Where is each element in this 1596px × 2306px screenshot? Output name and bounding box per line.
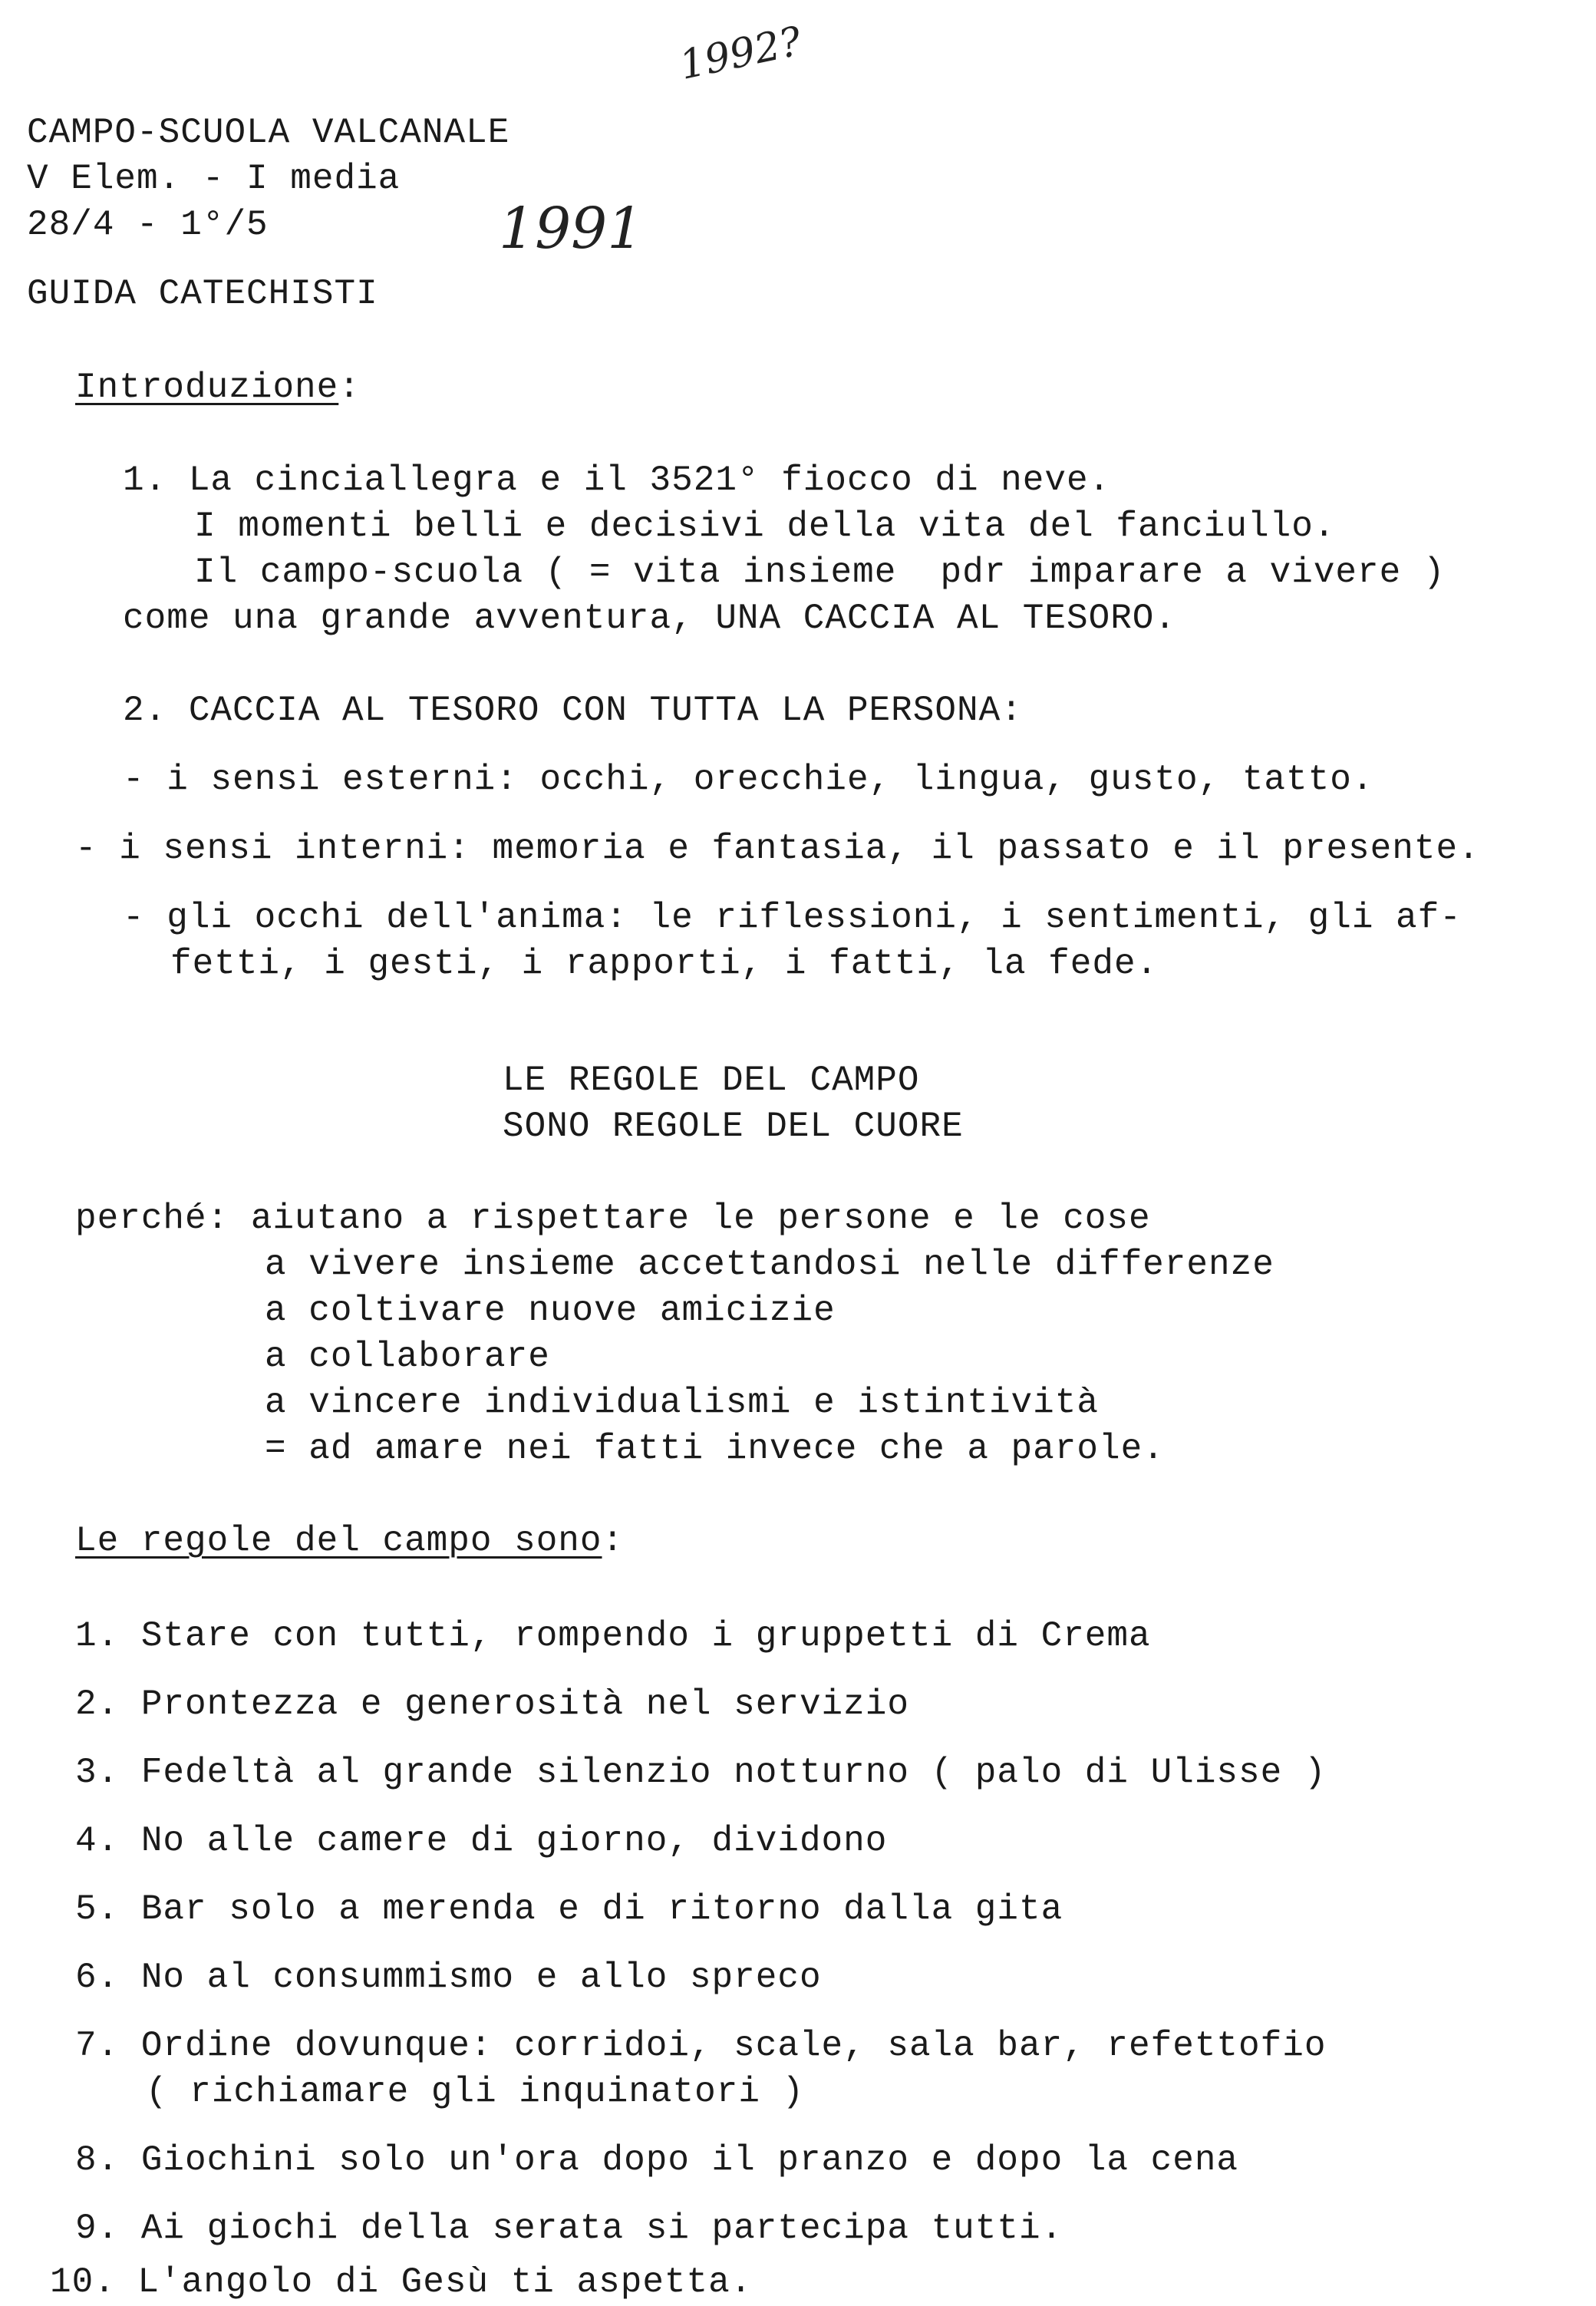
intro-p2-title: 2. CACCIA AL TESORO CON TUTTA LA PERSONA: — [123, 691, 1023, 731]
intro-p1-line-3: Il campo-scuola ( = vita insieme pdr imparare a vivere ) — [194, 553, 1446, 592]
rule-3: 3. Fedeltà al grande silenzio notturno ( palo di Ulisse ) — [75, 1753, 1327, 1793]
rule-8: 8. Giochini solo un'ora dopo il pranzo e dopo la cena — [75, 2140, 1239, 2180]
perche-line-3: a coltivare nuove amicizie — [265, 1291, 836, 1331]
rule-7-continued: ( richiamare gli inquinatori ) — [146, 2072, 805, 2112]
perche-line-6: = ad amare nei fatti invece che a parole. — [265, 1429, 1165, 1469]
perche-line-4: a collaborare — [265, 1337, 550, 1377]
handwritten-year-top: 1992? — [675, 18, 806, 90]
header-line-2: V Elem. - I media — [27, 159, 401, 199]
perche-line-1: perché: aiutano a rispettare le persone e le cose — [75, 1199, 1151, 1239]
intro-p1-line-2: I momenti belli e decisivi della vita del fanciullo. — [194, 506, 1336, 546]
rule-10: 10. L'angolo di Gesù ti aspetta. — [50, 2262, 753, 2302]
bullet-3: - gli occhi dell'anima: le riflessioni, i sentimenti, gli af- — [123, 898, 1462, 938]
bullet-1: - i sensi esterni: occhi, orecchie, lingua, gusto, tatto. — [123, 760, 1374, 800]
header-line-1: CAMPO-SCUOLA VALCANALE — [27, 113, 510, 153]
rules-heading — [75, 1519, 624, 1562]
rules-heading-text: Le regole del campo sono — [75, 1521, 602, 1561]
rule-9: 9. Ai giochi della serata si partecipa tutti. — [75, 2209, 1063, 2248]
intro-heading — [75, 366, 361, 409]
perche-line-5: a vincere individualismi e istintività — [265, 1383, 1099, 1423]
center-title-line-1: LE REGOLE DEL CAMPO — [503, 1061, 920, 1100]
intro-p1-line-1: 1. La cinciallegra e il 3521° fiocco di neve. — [123, 460, 1111, 500]
perche-line-2: a vivere insieme accettandosi nelle differenze — [265, 1245, 1274, 1285]
rule-4: 4. No alle camere di giorno, dividono — [75, 1821, 888, 1861]
rule-6: 6. No al consummismo e allo spreco — [75, 1958, 822, 1998]
intro-heading-colon: : — [338, 368, 361, 407]
bullet-3-continued: fetti, i gesti, i rapporti, i fatti, la fede. — [170, 944, 1159, 984]
rule-2: 2. Prontezza e generosità nel servizio — [75, 1684, 909, 1724]
bullet-2: - i sensi interni: memoria e fantasia, il passato e il presente. — [75, 829, 1480, 869]
rule-1: 1. Stare con tutti, rompendo i gruppetti di Crema — [75, 1616, 1151, 1656]
rules-heading-colon: : — [602, 1521, 625, 1561]
rule-5: 5. Bar solo a merenda e di ritorno dalla gita — [75, 1889, 1063, 1929]
rule-7: 7. Ordine dovunque: corridoi, scale, sala bar, refettofio — [75, 2026, 1327, 2066]
intro-p1-line-4: come una grande avventura, UNA CACCIA AL TESORO. — [123, 599, 1177, 638]
intro-heading-text: Introduzione — [75, 368, 339, 407]
header-line-4: GUIDA CATECHISTI — [27, 274, 378, 314]
header-line-3: 28/4 - 1°/5 — [27, 205, 269, 245]
handwritten-year-side: 1991 — [499, 196, 644, 262]
center-title-line-2: SONO REGOLE DEL CUORE — [503, 1107, 964, 1146]
